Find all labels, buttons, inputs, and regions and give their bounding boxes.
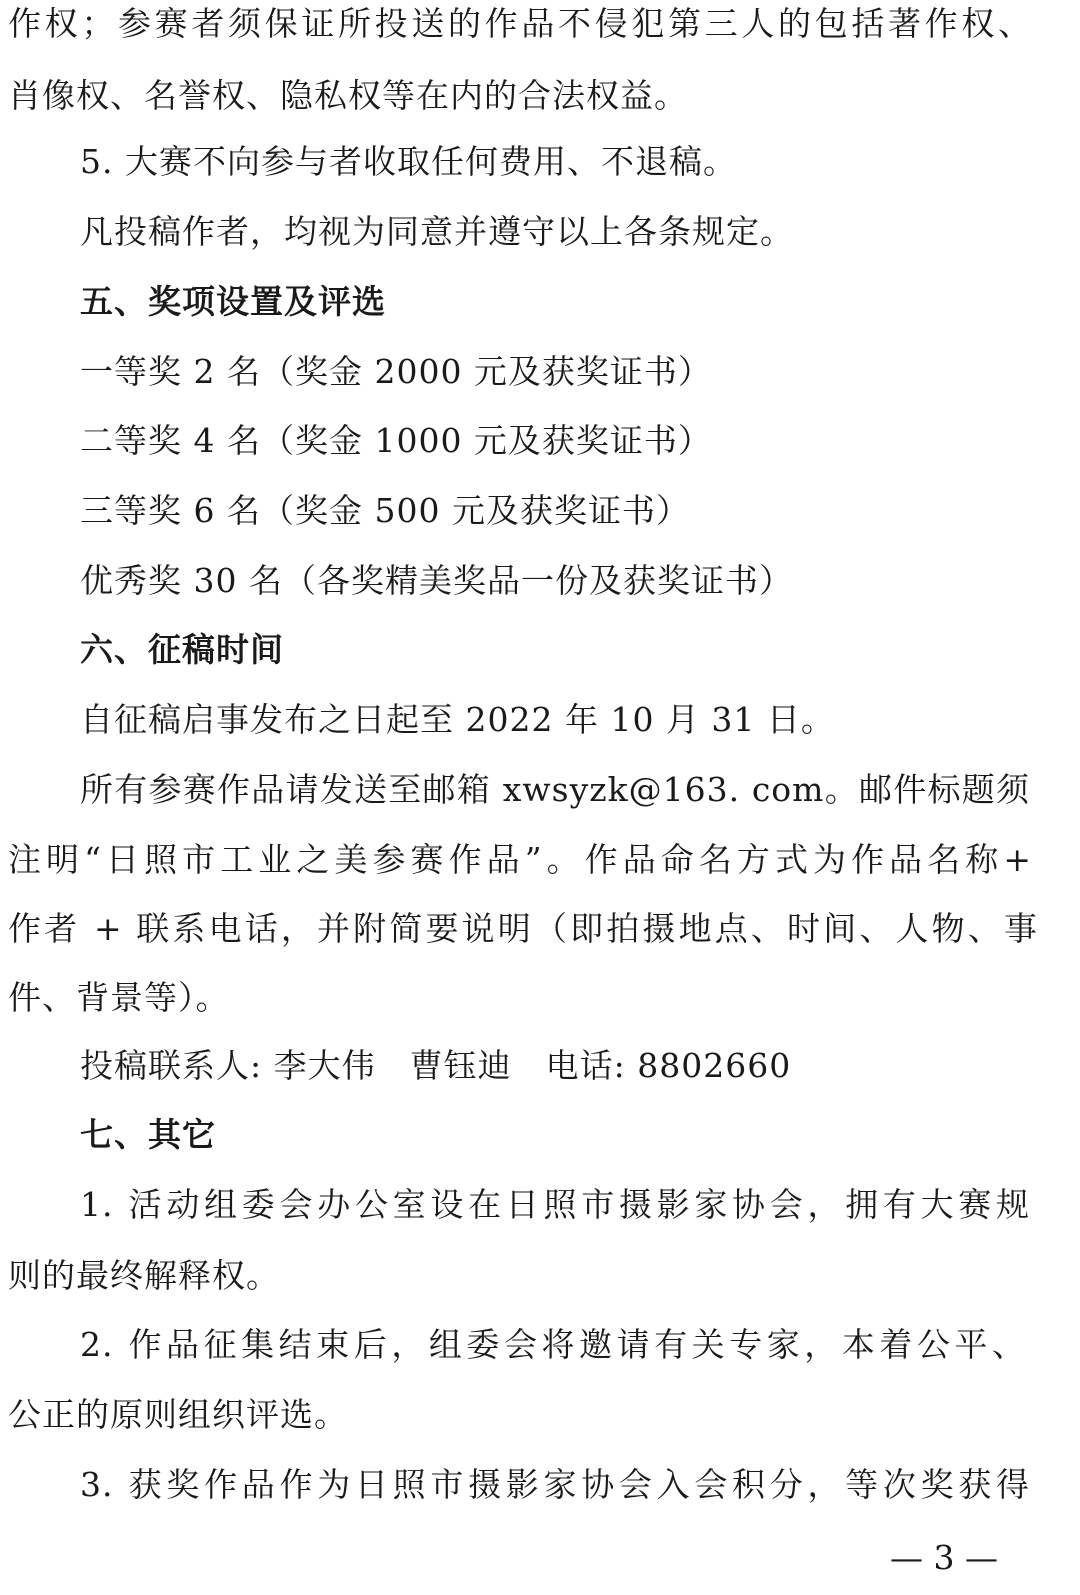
line-text: 自征稿启事发布之日起至 2022 年 10 月 31 日。 xyxy=(80,700,835,739)
line-text: 3. 获奖作品作为日照市摄影家协会入会积分，等次奖获得 xyxy=(80,1465,1030,1504)
line-text: 一等奖 2 名（奖金 2000 元及获奖证书） xyxy=(80,352,712,391)
line-text: 1. 活动组委会办公室设在日照市摄影家协会，拥有大赛规 xyxy=(80,1185,1030,1224)
line-text: 凡投稿作者，均视为同意并遵守以上各条规定。 xyxy=(80,212,794,251)
line-text: 公正的原则组织评选。 xyxy=(8,1395,348,1434)
line-text: 投稿联系人: 李大伟 曹钰迪 电话: 8802660 xyxy=(80,1046,792,1085)
page-number: — 3 — xyxy=(890,1538,998,1577)
line-text: 作者 + 联系电话，并附简要说明（即拍摄地点、时间、人物、事 xyxy=(8,909,1038,948)
line-text: 5. 大赛不向参与者收取任何费用、不退稿。 xyxy=(80,142,737,181)
line-text: 2. 作品征集结束后，组委会将邀请有关专家，本着公平、 xyxy=(80,1325,1026,1364)
line-text: 则的最终解释权。 xyxy=(8,1256,280,1295)
line-text: 件、背景等）。 xyxy=(8,978,230,1017)
heading-text: 七、其它 xyxy=(80,1115,216,1154)
line-text: 三等奖 6 名（奖金 500 元及获奖证书） xyxy=(80,491,690,530)
line-text: 所有参赛作品请发送至邮箱 xwsyzk@163. com。邮件标题须 xyxy=(80,770,1030,809)
line-text: 二等奖 4 名（奖金 1000 元及获奖证书） xyxy=(80,421,712,460)
line-text: 优秀奖 30 名（各奖精美奖品一份及获奖证书） xyxy=(80,561,793,600)
line-text: 注明“日照市工业之美参赛作品”。作品命名方式为作品名称+ xyxy=(8,840,1032,879)
line-text: 肖像权、名誉权、隐私权等在内的合法权益。 xyxy=(8,76,688,115)
heading-text: 六、征稿时间 xyxy=(80,630,284,669)
heading-text: 五、奖项设置及评选 xyxy=(80,282,386,321)
line-text: 作权；参赛者须保证所投送的作品不侵犯第三人的包括著作权、 xyxy=(8,4,1032,43)
